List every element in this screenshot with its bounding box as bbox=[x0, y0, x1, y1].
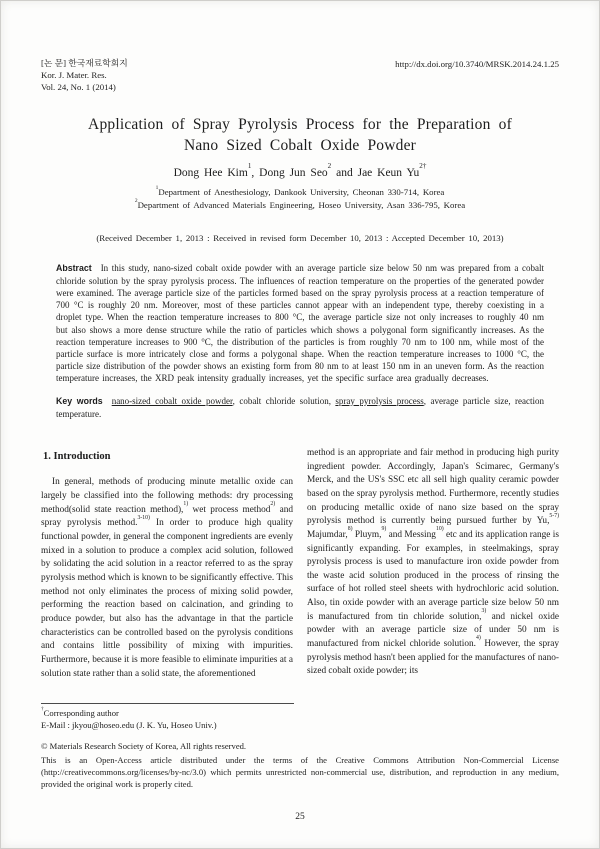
intro-left-column bbox=[41, 447, 293, 701]
corresponding-author-footnote bbox=[41, 703, 294, 731]
introduction-columns bbox=[41, 447, 559, 701]
affiliation-2: $^2$Department of Advanced Materials Engineering, Hoseo University, Asan 336-795, Korea bbox=[134, 198, 466, 211]
article-title: Application of Spray Pyrolysis Process for the Preparation of Nano Sized Cobalt Oxide Powder bbox=[88, 116, 512, 154]
section-heading-introduction: 1. Introduction bbox=[43, 450, 111, 462]
journal-name-korean: [논 문] 한국재료학회지 bbox=[41, 58, 128, 68]
doi-link[interactable]: http://dx.doi.org/10.3740/MRSK.2014.24.1.25 bbox=[395, 59, 559, 69]
intro-paragraph-left: In general, methods of producing minute metallic oxide can largely be classified into the following methods: dry processing method(solid state reaction method),$^{1)}$ wet process method$^{2)}$ and spray pyrolysis method.$^{3-10)}$ In order to produce high quality functional powder, in general the component ingredients are evenly mixed in a solution to produce a complex acid solution, followed by solidating the acid solution in a reactor referred to as the spray pyrolysis method which is known to be significantly effective. This method not only eliminates the process of mixing solid powder, performing the reaction based on calcination, and grinding to produce powder, but also has the advantage in that the particle characteristics can be controlled based on the pyrolysis conditions and contains little possibility of mixing with impurities. Furthermore, because it is more feasible to eliminate impurities at a solution state rather than a solid state, the aforementioned bbox=[41, 477, 294, 679]
page-header bbox=[41, 57, 559, 93]
abstract-label: Abstract bbox=[56, 262, 92, 273]
keywords-label: Key words bbox=[56, 395, 103, 406]
author-list: Dong Hee Kim$^1$, Dong Jun Seo$^2$ and Jae Keun $Yu^{2\dagger}$ bbox=[173, 162, 427, 180]
journal-abbrev: Kor. J. Mater. Res. bbox=[41, 70, 107, 81]
email-line bbox=[41, 719, 294, 731]
corresponding-author-line: †Corresponding author bbox=[41, 705, 119, 718]
keywords-section bbox=[56, 395, 544, 420]
abstract-text: In this study, nano-sized cobalt oxide powder with an average particle size below 50 nm was prepared from a cobalt chloride solution by the spray pyrolysis process. The influences of reaction temperature on the properties of the generated powder were examined. The average particle size of the particles formed based on the spray pyrolysis process at a reaction temperature of 700 °C is roughly 20 nm. Moreover, most of these particles cannot appear with an independent type, thereby coexisting in a droplet type. When the reaction temperature increases to 800 °C, the average particle size not only increases to roughly 40 nm but also shows a more dense structure while the ratio of particles which shows a polygonal form significantly increases. As the reaction temperature increases to 900 °C, the distribution of the particles is from roughly 70 nm to 100 nm, while most of the particle surface is more intricately close and forms a polygonal shape. When the reaction temperature increases to 1000 °C, the particle size distribution of the powder shows an existing form from 80 nm to at least 150 nm in an uneven form. As the reaction temperature increases, the XRD peak intensity gradually increases, yet the specific surface area gradually decreases. bbox=[56, 262, 544, 384]
keywords-text: nano-sized cobalt oxide powder, cobalt chloride solution, spray pyrolysis process, average particle size, reaction temperature. bbox=[56, 395, 544, 419]
affiliations bbox=[41, 186, 559, 212]
received-dates: (Received December 1, 2013 : Received in revised form December 10, 2013 : Accepted December 10, 2013) bbox=[96, 232, 504, 243]
page-number: 25 bbox=[295, 812, 305, 822]
license-text: This is an Open-Access article distributed under the terms of the Creative Commons Attribution Non-Commercial License (http://creativecommons.org/licenses/by-nc/3.0) which permits unrestricted non-commercial use, distribution, and reproduction in any medium, provided the original work is properly cited. bbox=[41, 754, 559, 789]
intro-paragraph-right: method is an appropriate and fair method in producing high purity ingredient powder. Accordingly, Japan's Scimarec, Germany's Merck, and the US's SSC etc all sell high quality ceramic powder based on the spray pyrolysis method. Furthermore, recently studies on producing metallic oxide of nano size based on the spray pyrolysis method is currently being pursued further by Yu,$^{5-7)}$ Majumdar,$^{8)}$ Pluym,$^{9)}$ and Messing$^{10)}$ etc and its application range is significantly expanding. For examples, in steelmakings, spray pyrolysis process is used to manufacture iron oxide powder from the waste acid solution produced in the process of rinsing the surface of hot rolled steel sheets with hydrochloric acid solution. Also, tin oxide powder with an average particle size below 50 nm is manufactured from tin chloride solution,$^{3)}$ and nickel oxide powder with an average particle size of under 50 nm is manufactured from nickel chloride solution.$^{4)}$ However, the spray pyrolysis method hasn't been applied for the manufactures of nano-sized cobalt oxide powder; its bbox=[307, 447, 559, 677]
affiliation-1: $^1$Department of Anesthesiology, Dankook University, Cheonan 330-714, Korea bbox=[155, 184, 445, 198]
copyright-block bbox=[41, 740, 559, 790]
email-link[interactable]: E-Mail : jkyou@hoseo.edu (J. K. Yu, Hoseo Univ.) bbox=[41, 720, 217, 731]
intro-right-column bbox=[307, 447, 559, 701]
journal-volume: Vol. 24, No. 1 (2014) bbox=[41, 82, 116, 93]
copyright-line: © Materials Research Society of Korea, All rights reserved. bbox=[41, 741, 247, 752]
journal-info bbox=[41, 57, 128, 93]
abstract-section bbox=[56, 262, 544, 385]
doi-area bbox=[395, 57, 559, 70]
